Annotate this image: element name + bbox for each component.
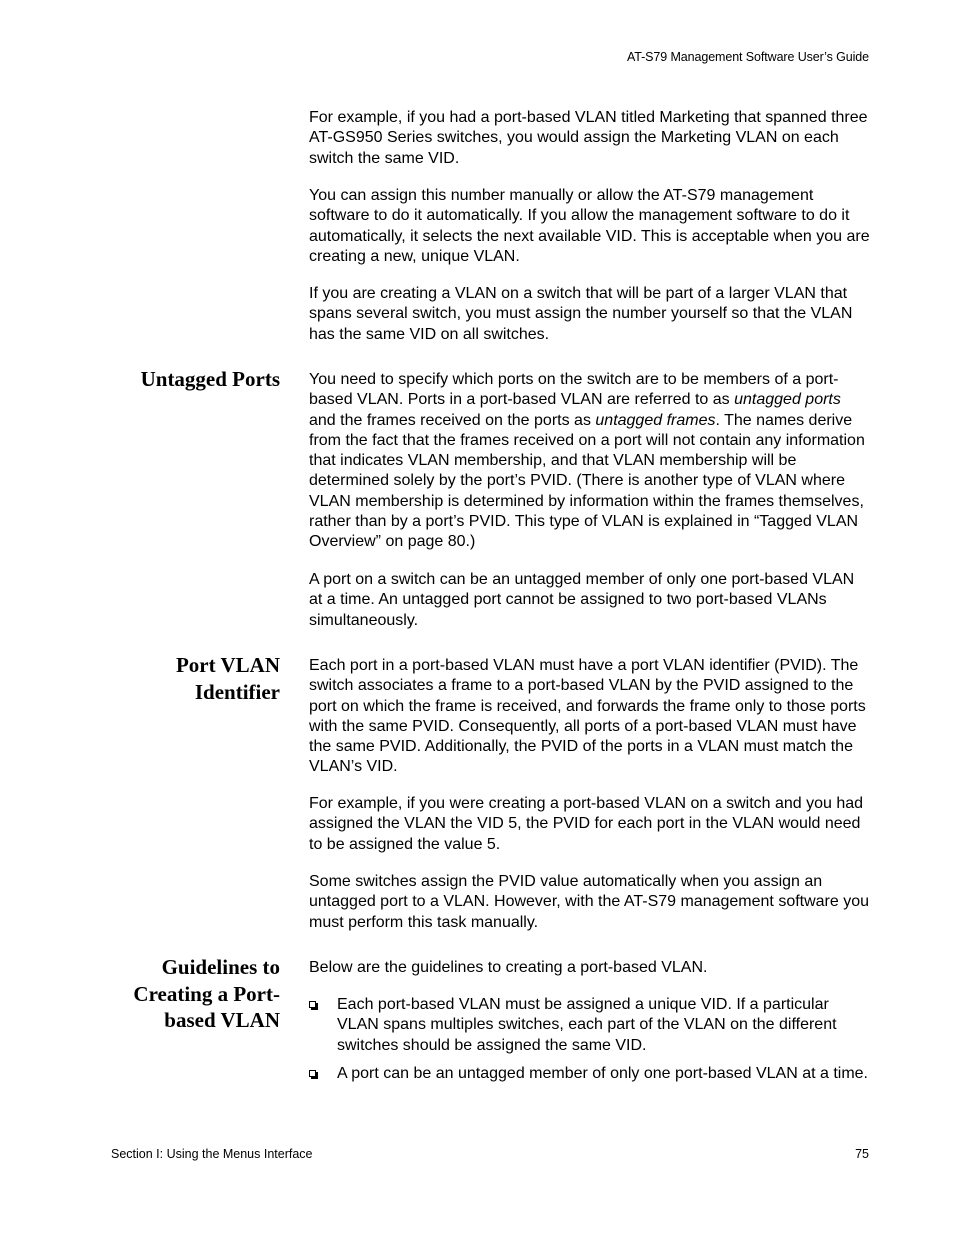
guidelines-intro: Below are the guidelines to creating a port-based VLAN. xyxy=(309,959,708,976)
intro-paragraph-1: For example, if you had a port-based VLAN titled Marketing that spanned three AT-GS950 Series switches, you would assign the Marketing VLAN on each switch the same VID. xyxy=(309,109,868,167)
pvid-paragraph-2: For example, if you were creating a port-based VLAN on a switch and you had assigned the VLAN the VID 5, the PVID for each port in the VLAN would need to be assigned the value 5. xyxy=(309,795,864,853)
untagged-ports-paragraph-1 xyxy=(309,370,871,553)
guideline-bullet-1-text: Each port-based VLAN must be assigned a unique VID. If a particular VLAN spans multiples switches, each part of the VLAN on the different switches should be assigned the same VID. xyxy=(337,996,837,1054)
guidelines-heading xyxy=(80,954,280,1034)
guideline-bullet-2-text: A port can be an untagged member of only one port-based VLAN at a time. xyxy=(337,1065,868,1082)
port-vlan-identifier-heading xyxy=(80,652,280,705)
untagged-ports-term: untagged ports xyxy=(734,391,841,409)
pvid-heading-line-1: Port VLAN xyxy=(175,653,280,677)
running-header: AT-S79 Management Software User’s Guide xyxy=(626,50,869,64)
guideline-bullet-1 xyxy=(309,995,871,1056)
guidelines-heading-line-1: Guidelines to xyxy=(161,955,280,979)
guideline-bullet-2 xyxy=(309,1064,871,1084)
untagged-ports-paragraph-2: A port on a switch can be an untagged member of only one port-based VLAN at a time. An untagged port cannot be assigned to two port-based VLANs simultaneously. xyxy=(309,571,855,629)
untagged-text-a: You need to specify which ports on the switch are to be members of a port-based VLAN. Ports in a port-based VLAN are referred to as xyxy=(309,371,839,409)
untagged-frames-term: untagged frames xyxy=(595,411,716,429)
untagged-text-b: and the frames received on the ports as xyxy=(309,411,596,429)
guidelines-heading-line-2: Creating a Port- xyxy=(133,981,280,1006)
untagged-text-c: . The names derive from the fact that the frames received on a port will not contain any information that indicates VLAN membership, and that VLAN membership will be determined solely by the port’s PVID. (There is another type of VLAN where VLAN membership is determined by information within the frames themselves, rather than by a port’s PVID. This type of VLAN is explained in “Tagged VLAN Overview” on page 80.) xyxy=(309,411,865,551)
intro-paragraph-3: If you are creating a VLAN on a switch that will be part of a larger VLAN that spans several switch, you must assign the number yourself so that the VLAN has the same VID on all switches. xyxy=(309,285,853,343)
checkbox-bullet-icon xyxy=(309,1070,316,1077)
pvid-paragraph-3: Some switches assign the PVID value automatically when you assign an untagged port to a VLAN. However, with the AT-S79 management software you must perform this task manually. xyxy=(309,873,870,931)
footer-page-number: 75 xyxy=(855,1147,869,1161)
guidelines-heading-line-3: based VLAN xyxy=(164,1008,280,1032)
pvid-heading-line-2: Identifier xyxy=(194,679,280,704)
intro-paragraph-2: You can assign this number manually or allow the AT-S79 management software to do it automatically. If you allow the management software to do it automatically, it selects the next available VID. This is acceptable when you are creating a new, unique VLAN. xyxy=(309,187,870,265)
footer-section-title: Section I: Using the Menus Interface xyxy=(111,1147,313,1161)
pvid-paragraph-1: Each port in a port-based VLAN must have a port VLAN identifier (PVID). The switch associates a frame to a port-based VLAN by the PVID assigned to the port on which the frame is received, and forwards the frame only to those ports with the same PVID. Consequently, all ports of a port-based VLAN must have the same PVID. Additionally, the PVID of the ports in a VLAN must match the VLAN’s VID. xyxy=(309,657,866,776)
untagged-ports-heading: Untagged Ports xyxy=(140,367,280,391)
checkbox-bullet-icon xyxy=(309,1001,316,1008)
